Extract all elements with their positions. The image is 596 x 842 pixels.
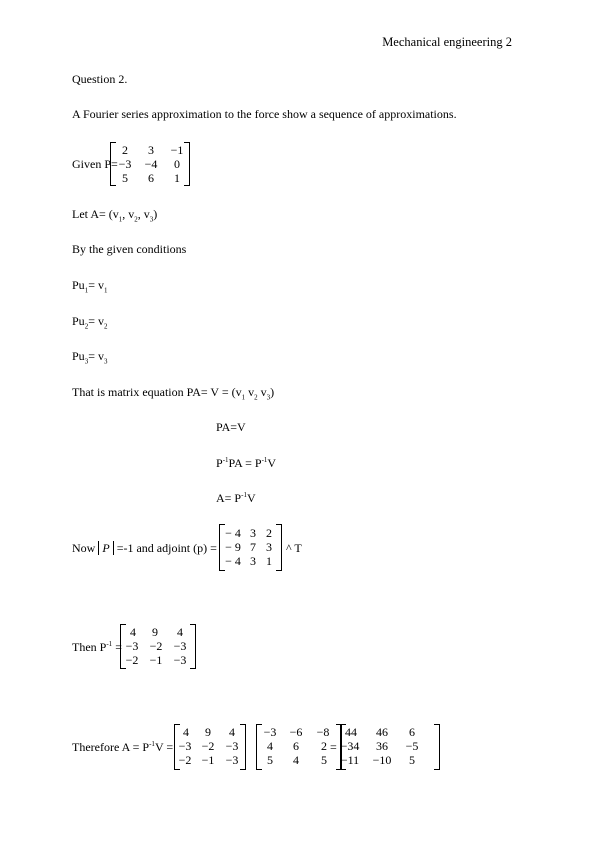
matrix-cell: −3	[178, 739, 192, 753]
matrix-cell: 2	[321, 739, 327, 753]
step-part: P	[216, 456, 223, 470]
matrix-cell: −3	[225, 739, 239, 753]
matrix-cell: 0	[174, 157, 180, 171]
matrix-cell: −1	[170, 143, 184, 157]
matrix-cell: 3	[250, 526, 256, 540]
matrix-cell: −2	[178, 753, 192, 767]
matrix-cell: −3	[118, 157, 132, 171]
matrix-cell: 1	[174, 171, 180, 185]
subscript: 2	[134, 215, 138, 224]
determinant: P	[98, 541, 113, 555]
right-bracket	[276, 524, 282, 571]
eq-part: v	[257, 385, 267, 399]
matrix-cell: −4	[144, 157, 158, 171]
pu3-line	[72, 349, 108, 366]
matrix-cell: 3	[148, 143, 154, 157]
step-inverse-multiply	[216, 456, 276, 470]
matrix-cell: −3	[173, 653, 187, 667]
matrix-cell: 4	[183, 725, 189, 739]
matrix-cell: −1	[149, 653, 163, 667]
subscript: 1	[118, 215, 123, 224]
superscript: -1	[241, 491, 247, 499]
adjoint-matrix	[219, 524, 282, 571]
therefore-part: Therefore A = P	[72, 740, 150, 754]
eq-part: v	[245, 385, 255, 399]
let-comma: , v	[137, 207, 150, 221]
matrix-cell: −2	[201, 739, 215, 753]
pu1-line	[72, 278, 108, 295]
matrix-cell: −6	[289, 725, 303, 739]
running-head: Mechanical engineering 2	[382, 35, 512, 49]
intro-text: A Fourier series approximation to the force show a sequence of approximations.	[72, 107, 457, 121]
question-title: Question 2.	[72, 72, 128, 86]
pu-mid: = v	[88, 349, 104, 363]
therefore-part: V =	[154, 740, 174, 754]
inverse-line	[72, 640, 122, 654]
right-bracket	[434, 724, 440, 770]
matrix-cell: −3	[173, 639, 187, 653]
result-matrix	[340, 724, 440, 770]
matrix-cell: 1	[266, 554, 272, 568]
matrix-cell: −1	[201, 753, 215, 767]
superscript: -1	[106, 640, 113, 648]
step-part: A= P	[216, 491, 242, 505]
matrix-cell: 2	[266, 526, 272, 540]
therefore-line	[72, 740, 173, 754]
matrix-cell: −34	[340, 739, 360, 753]
inverse-matrix	[120, 624, 196, 669]
step-part: PA = P	[228, 456, 262, 470]
matrix-cell: − 4	[225, 526, 241, 540]
matrix-cell: −3	[263, 725, 277, 739]
pu-mid: = v	[88, 314, 104, 328]
subscript: 3	[84, 357, 89, 366]
adjoint-prefix: Now	[72, 541, 99, 555]
inverse-part: =	[112, 640, 122, 654]
matrix-cell: −2	[149, 639, 163, 653]
pu2-line	[72, 314, 108, 331]
matrix-cell: 6	[148, 171, 154, 185]
adjoint-mid: =-1 and adjoint (p) =	[113, 541, 217, 555]
subscript: 2	[254, 393, 258, 402]
matrix-cell: −11	[340, 753, 360, 767]
matrix-cell: 46	[376, 725, 388, 739]
conditions-text: By the given conditions	[72, 242, 187, 256]
matrix-cell: − 9	[225, 540, 241, 554]
given-label: Given P=	[72, 157, 118, 171]
matrix-cell: 36	[376, 739, 388, 753]
pu-left: Pu	[72, 349, 85, 363]
step-part: V	[267, 456, 277, 470]
subscript: 3	[266, 393, 271, 402]
matrix-cell: 5	[409, 753, 415, 767]
matrix-cell: 7	[250, 540, 256, 554]
superscript: -1	[261, 456, 268, 464]
pu-left: Pu	[72, 314, 85, 328]
matrix-cell: −3	[225, 753, 239, 767]
inverse-part: Then P	[72, 640, 107, 654]
let-a-line	[72, 207, 158, 224]
matrix-cell: 4	[177, 625, 183, 639]
step-a-equals	[216, 491, 256, 505]
subscript: 2	[84, 322, 89, 331]
matrix-cell: 6	[293, 739, 299, 753]
matrix-cell: 2	[122, 143, 128, 157]
matrix-cell: 4	[229, 725, 235, 739]
adjoint-line	[72, 541, 217, 555]
matrix-cell: 6	[409, 725, 415, 739]
eq-prefix: That is matrix equation PA= V = (v	[72, 385, 242, 399]
superscript: -1	[149, 740, 155, 748]
matrix-cell: −3	[125, 639, 139, 653]
transpose-mark: ^ T	[286, 541, 302, 555]
matrix-cell: 3	[266, 540, 272, 554]
let-suffix: )	[153, 207, 158, 221]
matrix-cell: 5	[122, 171, 128, 185]
matrix-cell: −2	[125, 653, 139, 667]
equals-sign: =	[330, 740, 337, 754]
subscript: 2	[103, 322, 108, 331]
given-matrix	[110, 142, 190, 186]
subscript: 3	[103, 357, 108, 366]
matrix-cell: 5	[267, 753, 273, 767]
matrix-cell: 4	[130, 625, 136, 639]
matrix-cell: 9	[205, 725, 211, 739]
subscript: 1	[103, 286, 108, 295]
superscript: -1	[222, 456, 229, 464]
matrix-cell: 4	[267, 739, 273, 753]
pu-mid: = v	[88, 278, 104, 292]
eq-suffix: )	[270, 385, 275, 399]
matrix-equation-line	[72, 385, 275, 402]
matrix-cell: 44	[345, 725, 357, 739]
matrix-cell: −8	[316, 725, 330, 739]
inverse-matrix-factor	[174, 724, 246, 770]
let-comma: , v	[122, 207, 135, 221]
matrix-cell: −5	[405, 739, 419, 753]
subscript: 1	[241, 393, 246, 402]
matrix-cell: −10	[372, 753, 392, 767]
matrix-cell: 4	[293, 753, 299, 767]
matrix-cell: − 4	[225, 554, 241, 568]
matrix-cell: 3	[250, 554, 256, 568]
let-prefix: Let A= (v	[72, 207, 119, 221]
matrix-cell: 9	[152, 625, 158, 639]
step-pa-v: PA=V	[216, 420, 246, 434]
step-part: V	[246, 491, 256, 505]
pu-left: Pu	[72, 278, 85, 292]
matrix-cell: 5	[321, 753, 327, 767]
subscript: 1	[84, 286, 89, 295]
subscript: 3	[149, 215, 154, 224]
